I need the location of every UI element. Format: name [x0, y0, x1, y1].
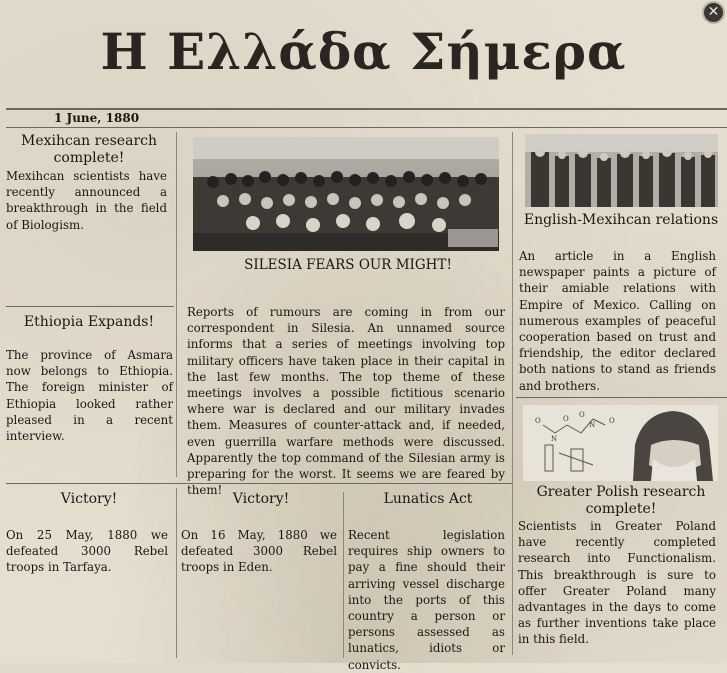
section-rule-left-1 — [6, 306, 174, 307]
close-icon: ✕ — [707, 4, 720, 20]
molecule-label: N — [551, 435, 558, 443]
article-body-silesia: Reports of rumours are coming in from our correspondent in Silesia. An unnamed source informs that a series of meetings involving top military officers have taken place in their capital in the last few months. The top theme of these meetings involves a possible fictitious scenario where war is declared and our military invades them. Measures of counter-attack and, if needed, even guerrilla warfare methods were discussed. Apparently the top command of the Silesian army is preparing for the worst. It seems we are feared by them! — [187, 305, 505, 498]
relations-photo — [525, 134, 718, 207]
masthead-rule-bottom — [6, 127, 727, 128]
article-headline-relations: English-Mexihcan relations — [523, 212, 719, 228]
article-body-victory-eden: On 16 May, 1880 we defeated 3000 Rebel troops in Eden. — [181, 528, 337, 575]
silesia-photo — [193, 137, 499, 251]
column-divider-bottom-mid — [343, 492, 344, 658]
masthead-rule-top — [6, 108, 727, 110]
molecule-label: O — [609, 417, 615, 425]
article-body-ethiopia: The province of Asmara now belongs to Ethiopia. The foreign minister of Ethiopia looked rather pleased in a recent interview. — [6, 348, 173, 444]
article-headline-victory-eden: Victory! — [232, 491, 290, 507]
issue-date: 1 June, 1880 — [54, 111, 140, 125]
molecule-label: O — [563, 415, 569, 423]
article-body-polish-research: Scientists in Greater Poland have recently completed research into Functionalism. This breakthrough is sure to offer Greater Poland many advantages in the days to come as further inventions take place in this field. — [518, 519, 716, 647]
column-divider-bottom-left — [176, 488, 177, 658]
article-headline-silesia: SILESIA FEARS OUR MIGHT! — [244, 257, 452, 273]
section-rule-right — [516, 397, 727, 398]
article-body-lunatics-act: Recent legislation requires ship owners to pay a fine should their arriving vessel discharge into the ports of this country a person or persons assessed as lunatics, idiots or convicts. — [348, 528, 505, 672]
close-button[interactable] — [702, 1, 725, 24]
molecule-label: N — [589, 421, 596, 429]
article-body-mexihcan-research: Mexihcan scientists have recently announced a breakthrough in the field of Biologism. — [6, 169, 167, 232]
article-headline-ethiopia: Ethiopia Expands! — [23, 314, 155, 330]
article-headline-victory-tarfaya: Victory! — [60, 491, 118, 507]
molecule-label: O — [535, 417, 541, 425]
article-headline-polish-research: Greater Polish research complete! — [536, 484, 706, 517]
article-headline-lunatics-act: Lunatics Act — [383, 491, 473, 507]
article-body-victory-tarfaya: On 25 May, 1880 we defeated 3000 Rebel troops in Tarfaya. — [6, 528, 168, 575]
polish-research-photo — [523, 405, 718, 481]
column-divider-left — [176, 132, 177, 477]
newspaper-masthead: Η Ελλάδα Σήμερα — [100, 22, 627, 81]
article-body-relations: An article in a English newspaper paints a picture of their amiable relations with Empire of Mexico. Calling on numerous examples of peaceful cooperation based on trust and friendship, the editor declared both nations to stand as friends and brothers. — [519, 249, 716, 393]
article-headline-mexihcan-research: Mexihcan research complete! — [20, 133, 157, 166]
molecule-label: O — [579, 411, 585, 419]
column-divider-right — [512, 132, 513, 655]
